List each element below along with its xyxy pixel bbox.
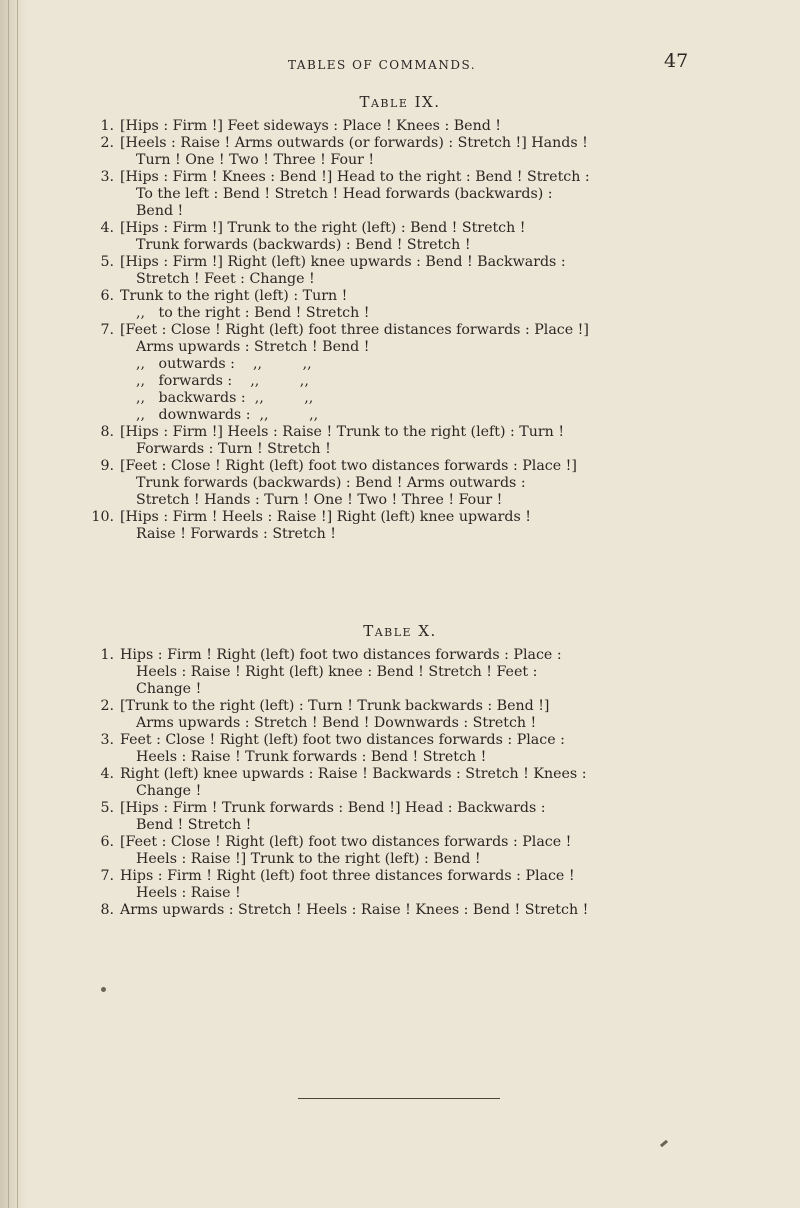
- command-line: [Feet : Close ! Right (left) foot two distances forwards : Place !: [120, 834, 572, 850]
- command-line: [Trunk to the right (left) : Turn ! Trunk backwards : Bend !]: [120, 698, 550, 714]
- entry-number: 1.: [100, 118, 114, 134]
- command-line: Arms upwards : Stretch ! Bend !: [136, 339, 370, 355]
- command-entry: [0, 868, 800, 902]
- command-line: Hips : Firm ! Right (left) foot three distances forwards : Place !: [120, 868, 575, 884]
- command-entry: [0, 732, 800, 766]
- print-speck: [101, 987, 106, 992]
- command-line: Heels : Raise !: [136, 885, 241, 901]
- command-line: ,, downwards : ,, ,,: [136, 407, 319, 423]
- command-line: Arms upwards : Stretch ! Bend ! Downwards : Stretch !: [136, 715, 537, 731]
- command-line: Trunk forwards (backwards) : Bend ! Stretch !: [136, 237, 471, 253]
- entry-number: 7.: [100, 868, 114, 884]
- command-entry: [0, 766, 800, 800]
- entry-number: 6.: [100, 834, 114, 850]
- command-entry: [0, 509, 800, 543]
- print-speck: [660, 1140, 668, 1147]
- command-entry: [0, 254, 800, 288]
- command-entry: [0, 322, 800, 424]
- command-line: Raise ! Forwards : Stretch !: [136, 526, 336, 542]
- command-line: Forwards : Turn ! Stretch !: [136, 441, 331, 457]
- command-line: Change !: [136, 783, 202, 799]
- command-entry: [0, 118, 800, 135]
- entry-number: 2.: [100, 698, 114, 714]
- entry-number: 8.: [100, 902, 114, 918]
- end-rule: [298, 1098, 500, 1099]
- command-entry: [0, 220, 800, 254]
- entry-number: 3.: [100, 732, 114, 748]
- table-x-title: Table X.: [363, 622, 437, 640]
- command-entry: [0, 169, 800, 220]
- command-line: [Feet : Close ! Right (left) foot two distances forwards : Place !]: [120, 458, 577, 474]
- command-line: Heels : Raise ! Trunk forwards : Bend ! Stretch !: [136, 749, 487, 765]
- command-entry: [0, 902, 800, 919]
- command-line: ,, backwards : ,, ,,: [136, 390, 314, 406]
- command-line: Trunk to the right (left) : Turn !: [120, 288, 348, 304]
- entry-number: 5.: [100, 800, 114, 816]
- command-line: [Hips : Firm ! Knees : Bend !] Head to the right : Bend ! Stretch :: [120, 169, 590, 185]
- command-line: Arms upwards : Stretch ! Heels : Raise ! Knees : Bend ! Stretch !: [120, 902, 589, 918]
- command-line: Trunk forwards (backwards) : Bend ! Arms outwards :: [136, 475, 526, 491]
- command-line: [Hips : Firm !] Right (left) knee upwards : Bend ! Backwards :: [120, 254, 566, 270]
- command-line: Change !: [136, 681, 202, 697]
- command-entry: [0, 424, 800, 458]
- entry-number: 8.: [100, 424, 114, 440]
- command-line: Hips : Firm ! Right (left) foot two distances forwards : Place :: [120, 647, 562, 663]
- command-line: [Hips : Firm !] Heels : Raise ! Trunk to the right (left) : Turn !: [120, 424, 565, 440]
- command-entry: [0, 647, 800, 698]
- running-head: TABLES OF COMMANDS.: [288, 58, 477, 72]
- command-line: [Hips : Firm !] Feet sideways : Place ! Knees : Bend !: [120, 118, 502, 134]
- command-line: ,, forwards : ,, ,,: [136, 373, 309, 389]
- table-x-list: [0, 647, 800, 919]
- command-line: [Heels : Raise ! Arms outwards (or forwards) : Stretch !] Hands !: [120, 135, 588, 151]
- command-line: Stretch ! Hands : Turn ! One ! Two ! Three ! Four !: [136, 492, 503, 508]
- command-entry: [0, 458, 800, 509]
- table-ix-title: Table IX.: [359, 93, 441, 111]
- entry-number: 4.: [100, 766, 114, 782]
- command-entry: [0, 800, 800, 834]
- entry-number: 10.: [91, 509, 114, 525]
- command-line: [Feet : Close ! Right (left) foot three distances forwards : Place !]: [120, 322, 589, 338]
- page-number: 47: [664, 50, 689, 72]
- command-line: [Hips : Firm ! Heels : Raise !] Right (left) knee upwards !: [120, 509, 531, 525]
- table-ix-list: [0, 118, 800, 543]
- command-line: Heels : Raise ! Right (left) knee : Bend ! Stretch ! Feet :: [136, 664, 538, 680]
- command-line: Feet : Close ! Right (left) foot two distances forwards : Place :: [120, 732, 565, 748]
- command-line: [Hips : Firm ! Trunk forwards : Bend !] Head : Backwards :: [120, 800, 546, 816]
- command-line: Bend ! Stretch !: [136, 817, 252, 833]
- entry-number: 7.: [100, 322, 114, 338]
- entry-number: 2.: [100, 135, 114, 151]
- command-line: ,, outwards : ,, ,,: [136, 356, 312, 372]
- command-line: Stretch ! Feet : Change !: [136, 271, 315, 287]
- command-line: Heels : Raise !] Trunk to the right (left) : Bend !: [136, 851, 481, 867]
- command-entry: [0, 288, 800, 322]
- command-entry: [0, 135, 800, 169]
- entry-number: 4.: [100, 220, 114, 236]
- command-entry: [0, 834, 800, 868]
- entry-number: 5.: [100, 254, 114, 270]
- entry-number: 6.: [100, 288, 114, 304]
- command-line: [Hips : Firm !] Trunk to the right (left) : Bend ! Stretch !: [120, 220, 526, 236]
- command-line: Right (left) knee upwards : Raise ! Backwards : Stretch ! Knees :: [120, 766, 587, 782]
- command-line: ,, to the right : Bend ! Stretch !: [136, 305, 370, 321]
- command-entry: [0, 698, 800, 732]
- entry-number: 3.: [100, 169, 114, 185]
- entry-number: 1.: [100, 647, 114, 663]
- command-line: Bend !: [136, 203, 184, 219]
- command-line: To the left : Bend ! Stretch ! Head forwards (backwards) :: [136, 186, 553, 202]
- command-line: Turn ! One ! Two ! Three ! Four !: [136, 152, 375, 168]
- entry-number: 9.: [100, 458, 114, 474]
